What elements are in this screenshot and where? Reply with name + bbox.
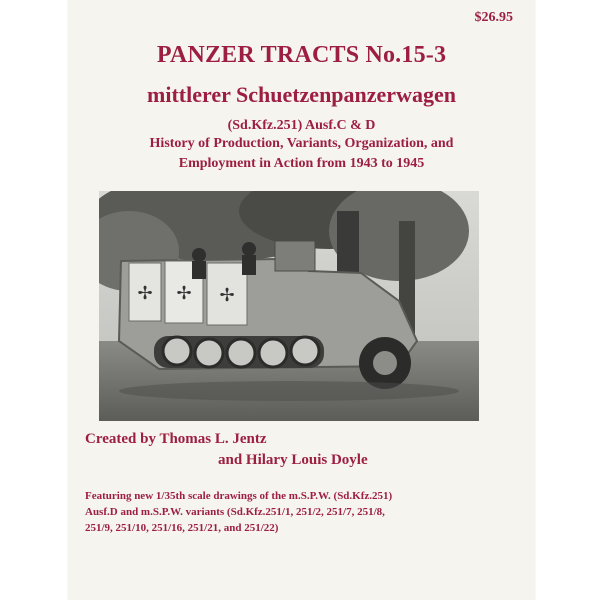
- description-line-1: History of Production, Variants, Organization, and: [149, 136, 454, 151]
- book-title: PANZER TRACTS No.15-3: [156, 42, 447, 68]
- svg-text:✢: ✢: [176, 283, 192, 304]
- feature-line-3: 251/9, 251/10, 251/16, 251/21, and 251/22): [85, 522, 279, 534]
- authors-line-2: and Hilary Louis Doyle: [218, 452, 368, 468]
- book-cover: [68, 0, 535, 600]
- authors-line-1: Created by Thomas L. Jentz: [85, 431, 267, 447]
- price-label: $26.95: [474, 10, 513, 25]
- feature-line-1: Featuring new 1/35th scale drawings of the m.S.P.W. (Sd.Kfz.251): [85, 490, 393, 502]
- cover-photo: [99, 191, 479, 421]
- svg-text:✢: ✢: [219, 285, 235, 306]
- vehicle-model: (Sd.Kfz.251) Ausf.C & D: [227, 118, 376, 133]
- halftrack-photo: [99, 191, 479, 421]
- description-line-2: Employment in Action from 1943 to 1945: [178, 156, 425, 171]
- feature-text: [85, 488, 515, 536]
- feature-line-2: Ausf.D and m.S.P.W. variants (Sd.Kfz.251/1, 251/2, 251/7, 251/8,: [85, 506, 385, 518]
- svg-text:✢: ✢: [137, 283, 153, 304]
- book-subtitle: mittlerer Schuetzenpanzerwagen: [147, 82, 456, 107]
